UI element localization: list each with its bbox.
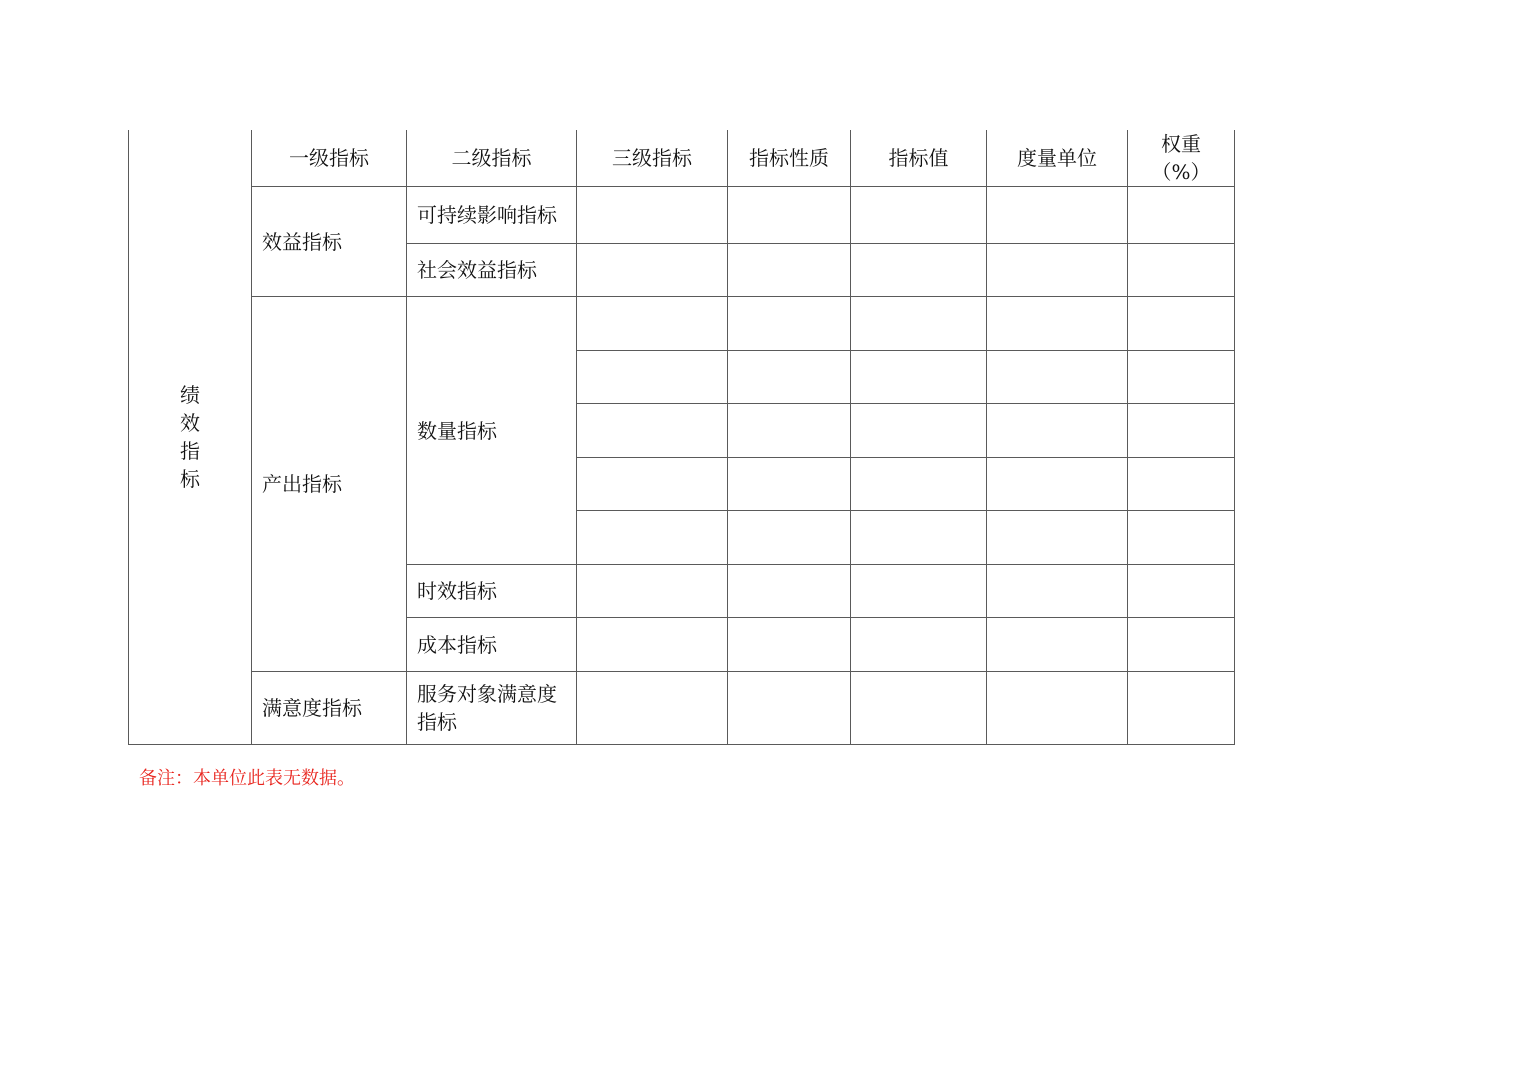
empty-cell — [577, 244, 728, 297]
empty-cell — [577, 187, 728, 244]
sub-label-social-benefit: 社会效益指标 — [407, 244, 577, 297]
empty-cell — [1128, 351, 1235, 404]
empty-cell — [577, 297, 728, 351]
performance-sheet — [128, 130, 1235, 745]
empty-cell — [728, 618, 851, 672]
empty-cell — [1128, 187, 1235, 244]
empty-cell — [1128, 618, 1235, 672]
remark-note: 备注：本单位此表无数据。 — [139, 768, 355, 789]
empty-cell — [851, 672, 987, 745]
group-label-benefit: 效益指标 — [252, 187, 407, 297]
empty-cell — [1128, 511, 1235, 565]
sub-label-cost: 成本指标 — [407, 618, 577, 672]
empty-cell — [728, 297, 851, 351]
empty-cell — [577, 511, 728, 565]
empty-cell — [987, 511, 1128, 565]
empty-cell — [987, 565, 1128, 618]
empty-cell — [728, 565, 851, 618]
sub-label-quantity: 数量指标 — [407, 297, 577, 565]
empty-cell — [987, 458, 1128, 511]
empty-cell — [987, 672, 1128, 745]
empty-cell — [851, 297, 987, 351]
empty-cell — [728, 244, 851, 297]
table-row — [129, 672, 1235, 745]
empty-cell — [851, 511, 987, 565]
empty-cell — [851, 404, 987, 458]
header-level3: 三级指标 — [577, 130, 728, 187]
header-weight: 权重（%） — [1128, 130, 1235, 187]
empty-cell — [987, 404, 1128, 458]
empty-cell — [1128, 297, 1235, 351]
empty-cell — [851, 187, 987, 244]
header-unit: 度量单位 — [987, 130, 1128, 187]
empty-cell — [577, 404, 728, 458]
empty-cell — [1128, 244, 1235, 297]
table-row — [129, 297, 1235, 351]
empty-cell — [577, 565, 728, 618]
table-header-row — [129, 130, 1235, 187]
header-level1: 一级指标 — [252, 130, 407, 187]
performance-indicator-table — [128, 130, 1235, 745]
empty-cell — [851, 351, 987, 404]
empty-cell — [728, 187, 851, 244]
side-label-cell — [129, 130, 252, 745]
empty-cell — [577, 672, 728, 745]
empty-cell — [728, 458, 851, 511]
group-label-output: 产出指标 — [252, 297, 407, 672]
empty-cell — [1128, 404, 1235, 458]
empty-cell — [987, 187, 1128, 244]
header-level2: 二级指标 — [407, 130, 577, 187]
empty-cell — [577, 351, 728, 404]
empty-cell — [851, 244, 987, 297]
empty-cell — [577, 618, 728, 672]
sub-label-timeliness: 时效指标 — [407, 565, 577, 618]
header-value: 指标值 — [851, 130, 987, 187]
empty-cell — [851, 565, 987, 618]
empty-cell — [1128, 458, 1235, 511]
group-label-satisfaction: 满意度指标 — [252, 672, 407, 745]
empty-cell — [728, 672, 851, 745]
empty-cell — [851, 618, 987, 672]
header-nature: 指标性质 — [728, 130, 851, 187]
empty-cell — [987, 297, 1128, 351]
table-row — [129, 187, 1235, 244]
side-label: 绩效指标 — [180, 383, 200, 491]
empty-cell — [577, 458, 728, 511]
empty-cell — [728, 511, 851, 565]
empty-cell — [851, 458, 987, 511]
sub-label-service-satisfaction: 服务对象满意度指标 — [407, 672, 577, 745]
empty-cell — [987, 618, 1128, 672]
empty-cell — [1128, 672, 1235, 745]
sub-label-sustainable-impact: 可持续影响指标 — [407, 187, 577, 244]
empty-cell — [728, 404, 851, 458]
empty-cell — [987, 351, 1128, 404]
empty-cell — [987, 244, 1128, 297]
empty-cell — [1128, 565, 1235, 618]
empty-cell — [728, 351, 851, 404]
